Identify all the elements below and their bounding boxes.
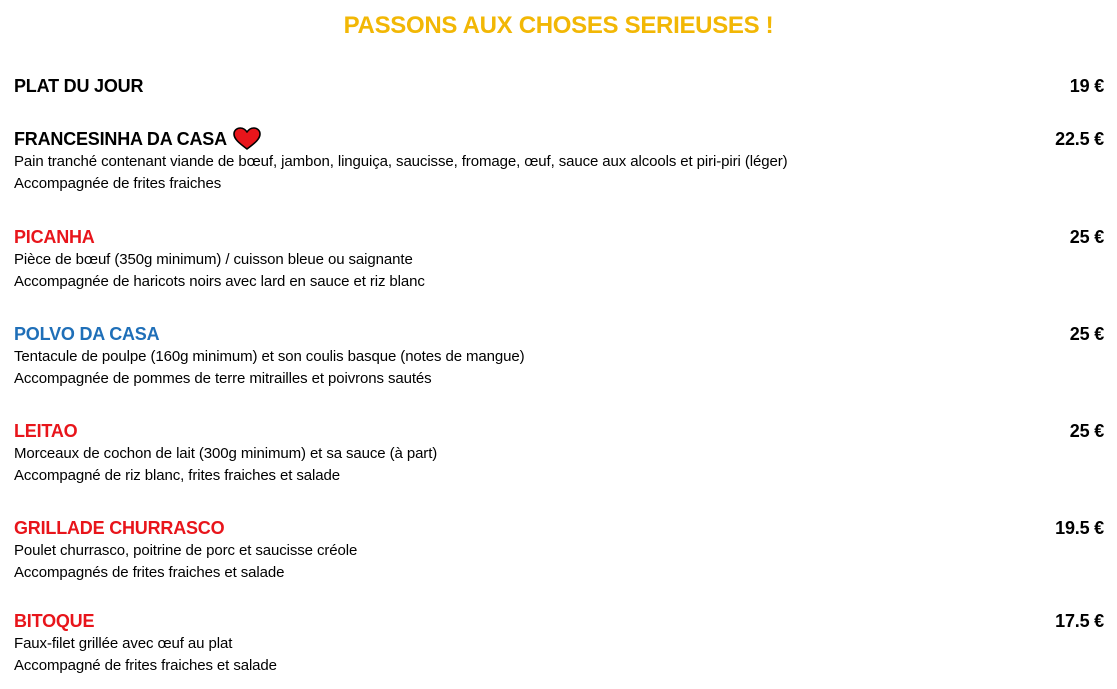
menu-item-price: 19.5 € — [1055, 517, 1104, 538]
description-line: Accompagnée de frites fraiches — [14, 175, 222, 192]
menu-item-name — [14, 127, 261, 151]
menu-item-price: 22.5 € — [1055, 128, 1104, 149]
heart-icon — [233, 127, 261, 151]
menu-item-name-text: BITOQUE — [14, 610, 95, 631]
menu-item-plat-du-jour — [14, 74, 1104, 98]
menu-item-name-text: PICANHA — [14, 226, 95, 247]
description-line: Faux-filet grillée avec œuf au plat — [14, 635, 233, 652]
menu-item-name-text: LEITAO — [14, 420, 78, 441]
menu-item-header — [14, 74, 1104, 98]
menu-item-name — [14, 611, 94, 632]
menu-item-polvo-da-casa — [14, 322, 1104, 390]
menu-item-price: 25 € — [1069, 226, 1104, 247]
menu-item-price: 17.5 € — [1055, 610, 1104, 631]
description-line: Pièce de bœuf (350g minimum) / cuisson bleue ou saignante — [14, 251, 413, 268]
menu-item-header — [14, 127, 1104, 151]
menu-item-header — [14, 322, 1104, 346]
description-line: Morceaux de cochon de lait (300g minimum) et sa sauce (à part) — [14, 445, 438, 462]
menu-item-name — [14, 518, 224, 539]
menu-title: PASSONS AUX CHOSES SERIEUSES ! — [343, 12, 774, 39]
menu-item-name-text: PLAT DU JOUR — [14, 75, 144, 96]
menu-item-leitao — [14, 419, 1104, 487]
menu-item-header — [14, 419, 1104, 443]
menu-item-price: 25 € — [1069, 420, 1104, 441]
menu-item-description — [14, 443, 1104, 487]
menu-item-name-text: FRANCESINHA DA CASA — [14, 128, 227, 149]
menu-item-name-text: GRILLADE CHURRASCO — [14, 517, 225, 538]
menu-item-header — [14, 609, 1104, 633]
description-line: Accompagné de riz blanc, frites fraiches et salade — [14, 467, 341, 484]
menu-item-name — [14, 76, 143, 97]
menu-item-picanha — [14, 225, 1104, 293]
menu-item-header — [14, 516, 1104, 540]
description-line: Accompagné de frites fraiches et salade — [14, 657, 277, 674]
menu-item-name-text: POLVO DA CASA — [14, 323, 160, 344]
menu-item-description — [14, 633, 1104, 677]
menu-item-price: 25 € — [1069, 323, 1104, 344]
menu-item-bitoque — [14, 609, 1104, 677]
menu-item-description — [14, 346, 1104, 390]
menu-item-grillade-churrasco — [14, 516, 1104, 584]
menu-item-description — [14, 249, 1104, 293]
description-line: Accompagnée de haricots noirs avec lard en sauce et riz blanc — [14, 273, 425, 290]
description-line: Pain tranché contenant viande de bœuf, jambon, linguiça, saucisse, fromage, œuf, sauce aux alcools et piri-piri (léger) — [14, 153, 788, 170]
menu-item-description — [14, 151, 1104, 195]
menu-item-description — [14, 540, 1104, 584]
description-line: Poulet churrasco, poitrine de porc et saucisse créole — [14, 542, 358, 559]
menu-item-francesinha — [14, 127, 1104, 195]
menu-item-price: 19 € — [1069, 75, 1104, 96]
description-line: Accompagnés de frites fraiches et salade — [14, 564, 285, 581]
description-line: Accompagnée de pommes de terre mitrailles et poivrons sautés — [14, 370, 432, 387]
description-line: Tentacule de poulpe (160g minimum) et son coulis basque (notes de mangue) — [14, 348, 525, 365]
menu-item-name — [14, 324, 159, 345]
menu-item-header — [14, 225, 1104, 249]
menu-item-name — [14, 227, 95, 248]
menu-item-name — [14, 421, 77, 442]
